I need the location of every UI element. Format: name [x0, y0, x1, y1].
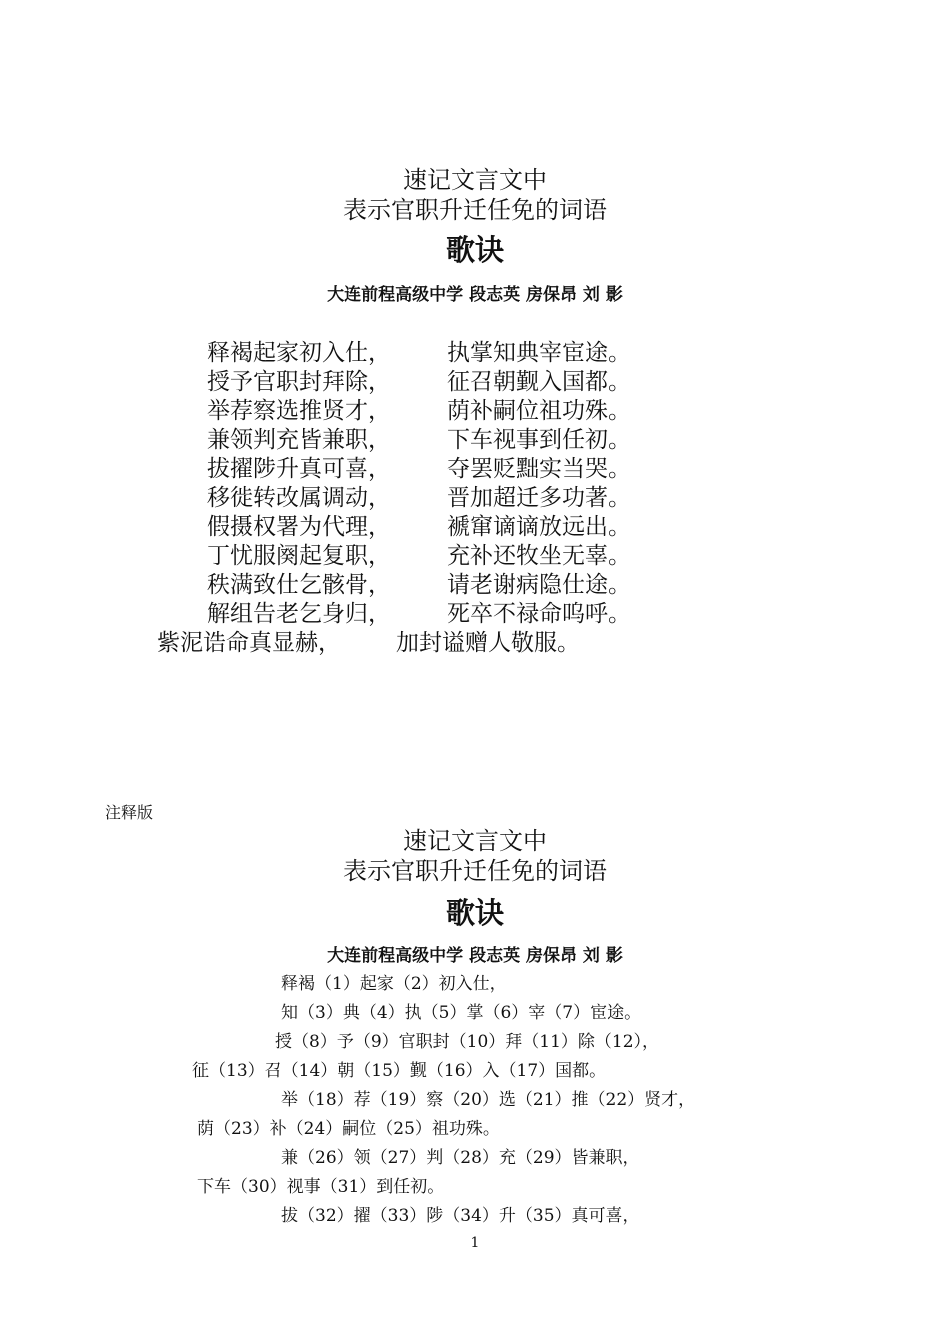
- poem-line-5-left: 拔擢陟升真可喜，: [207, 456, 391, 482]
- annotated-line-1: 释褐（1）起家（2）初入仕，: [281, 974, 507, 994]
- annotated-title-line-1: [0, 826, 950, 856]
- annotated-line-7: 兼（26）领（27）判（28）充（29）皆兼职，: [281, 1148, 640, 1168]
- annotated-line-9: 拔（32）擢（33）陟（34）升（35）真可喜，: [281, 1206, 640, 1226]
- poem-line-3-right: 荫补嗣位祖功殊。: [447, 398, 631, 424]
- annotated-heading-text: 歌诀: [445, 896, 504, 930]
- title-line-2: 表示官职升迁任免的词语: [343, 196, 607, 224]
- poem-line-8-right: 充补还牧坐无辜。: [447, 543, 631, 569]
- poem-line-5-right: 夺罢贬黜实当哭。: [447, 456, 631, 482]
- annotated-version-label: 注释版: [105, 803, 154, 822]
- page-number: [0, 1234, 950, 1252]
- annotated-line-3: 授（8）予（9）官职封（10）拜（11）除（12），: [275, 1032, 660, 1052]
- annotated-title-line-1-text: 速记文言文中: [403, 827, 547, 855]
- poem-line-10-left: 解组告老乞身归，: [207, 601, 391, 627]
- annotated-title-line-2: [0, 856, 950, 886]
- annotated-line-6: 荫（23）补（24）嗣位（25）祖功殊。: [197, 1119, 500, 1139]
- annotated-line-5: 举（18）荐（19）察（20）选（21）推（22）贤才，: [281, 1090, 696, 1110]
- annotated-authors: [0, 945, 950, 967]
- annotated-line-2: 知（3）典（4）执（5）掌（6）宰（7）宦途。: [281, 1003, 642, 1023]
- title-line-1: 速记文言文中: [403, 166, 547, 194]
- authors: 大连前程高级中学 段志英 房保昂 刘 影: [327, 285, 623, 305]
- annotated-line-8: 下车（30）视事（31）到任初。: [197, 1177, 445, 1197]
- annotated-heading: [0, 896, 950, 930]
- poem-line-2-left: 授予官职封拜除，: [207, 369, 391, 395]
- poem-line-6-left: 移徙转改属调动，: [207, 485, 391, 511]
- poem-line-9-left: 秩满致仕乞骸骨，: [207, 572, 391, 598]
- poem-line-3-left: 举荐察选推贤才，: [207, 398, 391, 424]
- poem-line-4-right: 下车视事到任初。: [447, 427, 631, 453]
- poem-line-10-right: 死卒不禄命呜呼。: [447, 601, 631, 627]
- poem-line-9-right: 请老谢病隐仕途。: [447, 572, 631, 598]
- poem-line-2-right: 征召朝觐入国都。: [447, 369, 631, 395]
- poem-line-1-left: 释褐起家初入仕，: [207, 340, 391, 366]
- annotated-line-4: 征（13）召（14）朝（15）觐（16）入（17）国都。: [192, 1061, 607, 1081]
- heading: 歌诀: [445, 233, 504, 267]
- poem-line-1-right: 执掌知典宰宦途。: [447, 340, 631, 366]
- poem-line-7-left: 假摄权署为代理，: [207, 514, 391, 540]
- poem-line-7-right: 褫窜谪谪放远出。: [447, 514, 631, 540]
- poem-last-line-right: 加封谥赠人敬服。: [396, 630, 580, 656]
- poem-line-4-left: 兼领判充皆兼职，: [207, 427, 391, 453]
- page-number-text: 1: [470, 1235, 480, 1251]
- poem-line-6-right: 晋加超迁多功著。: [447, 485, 631, 511]
- annotated-title-line-2-text: 表示官职升迁任免的词语: [343, 857, 607, 885]
- annotated-authors-text: 大连前程高级中学 段志英 房保昂 刘 影: [327, 946, 623, 966]
- poem-last-line-left: 紫泥诰命真显赫，: [157, 630, 341, 656]
- poem-line-8-left: 丁忧服阕起复职，: [207, 543, 391, 569]
